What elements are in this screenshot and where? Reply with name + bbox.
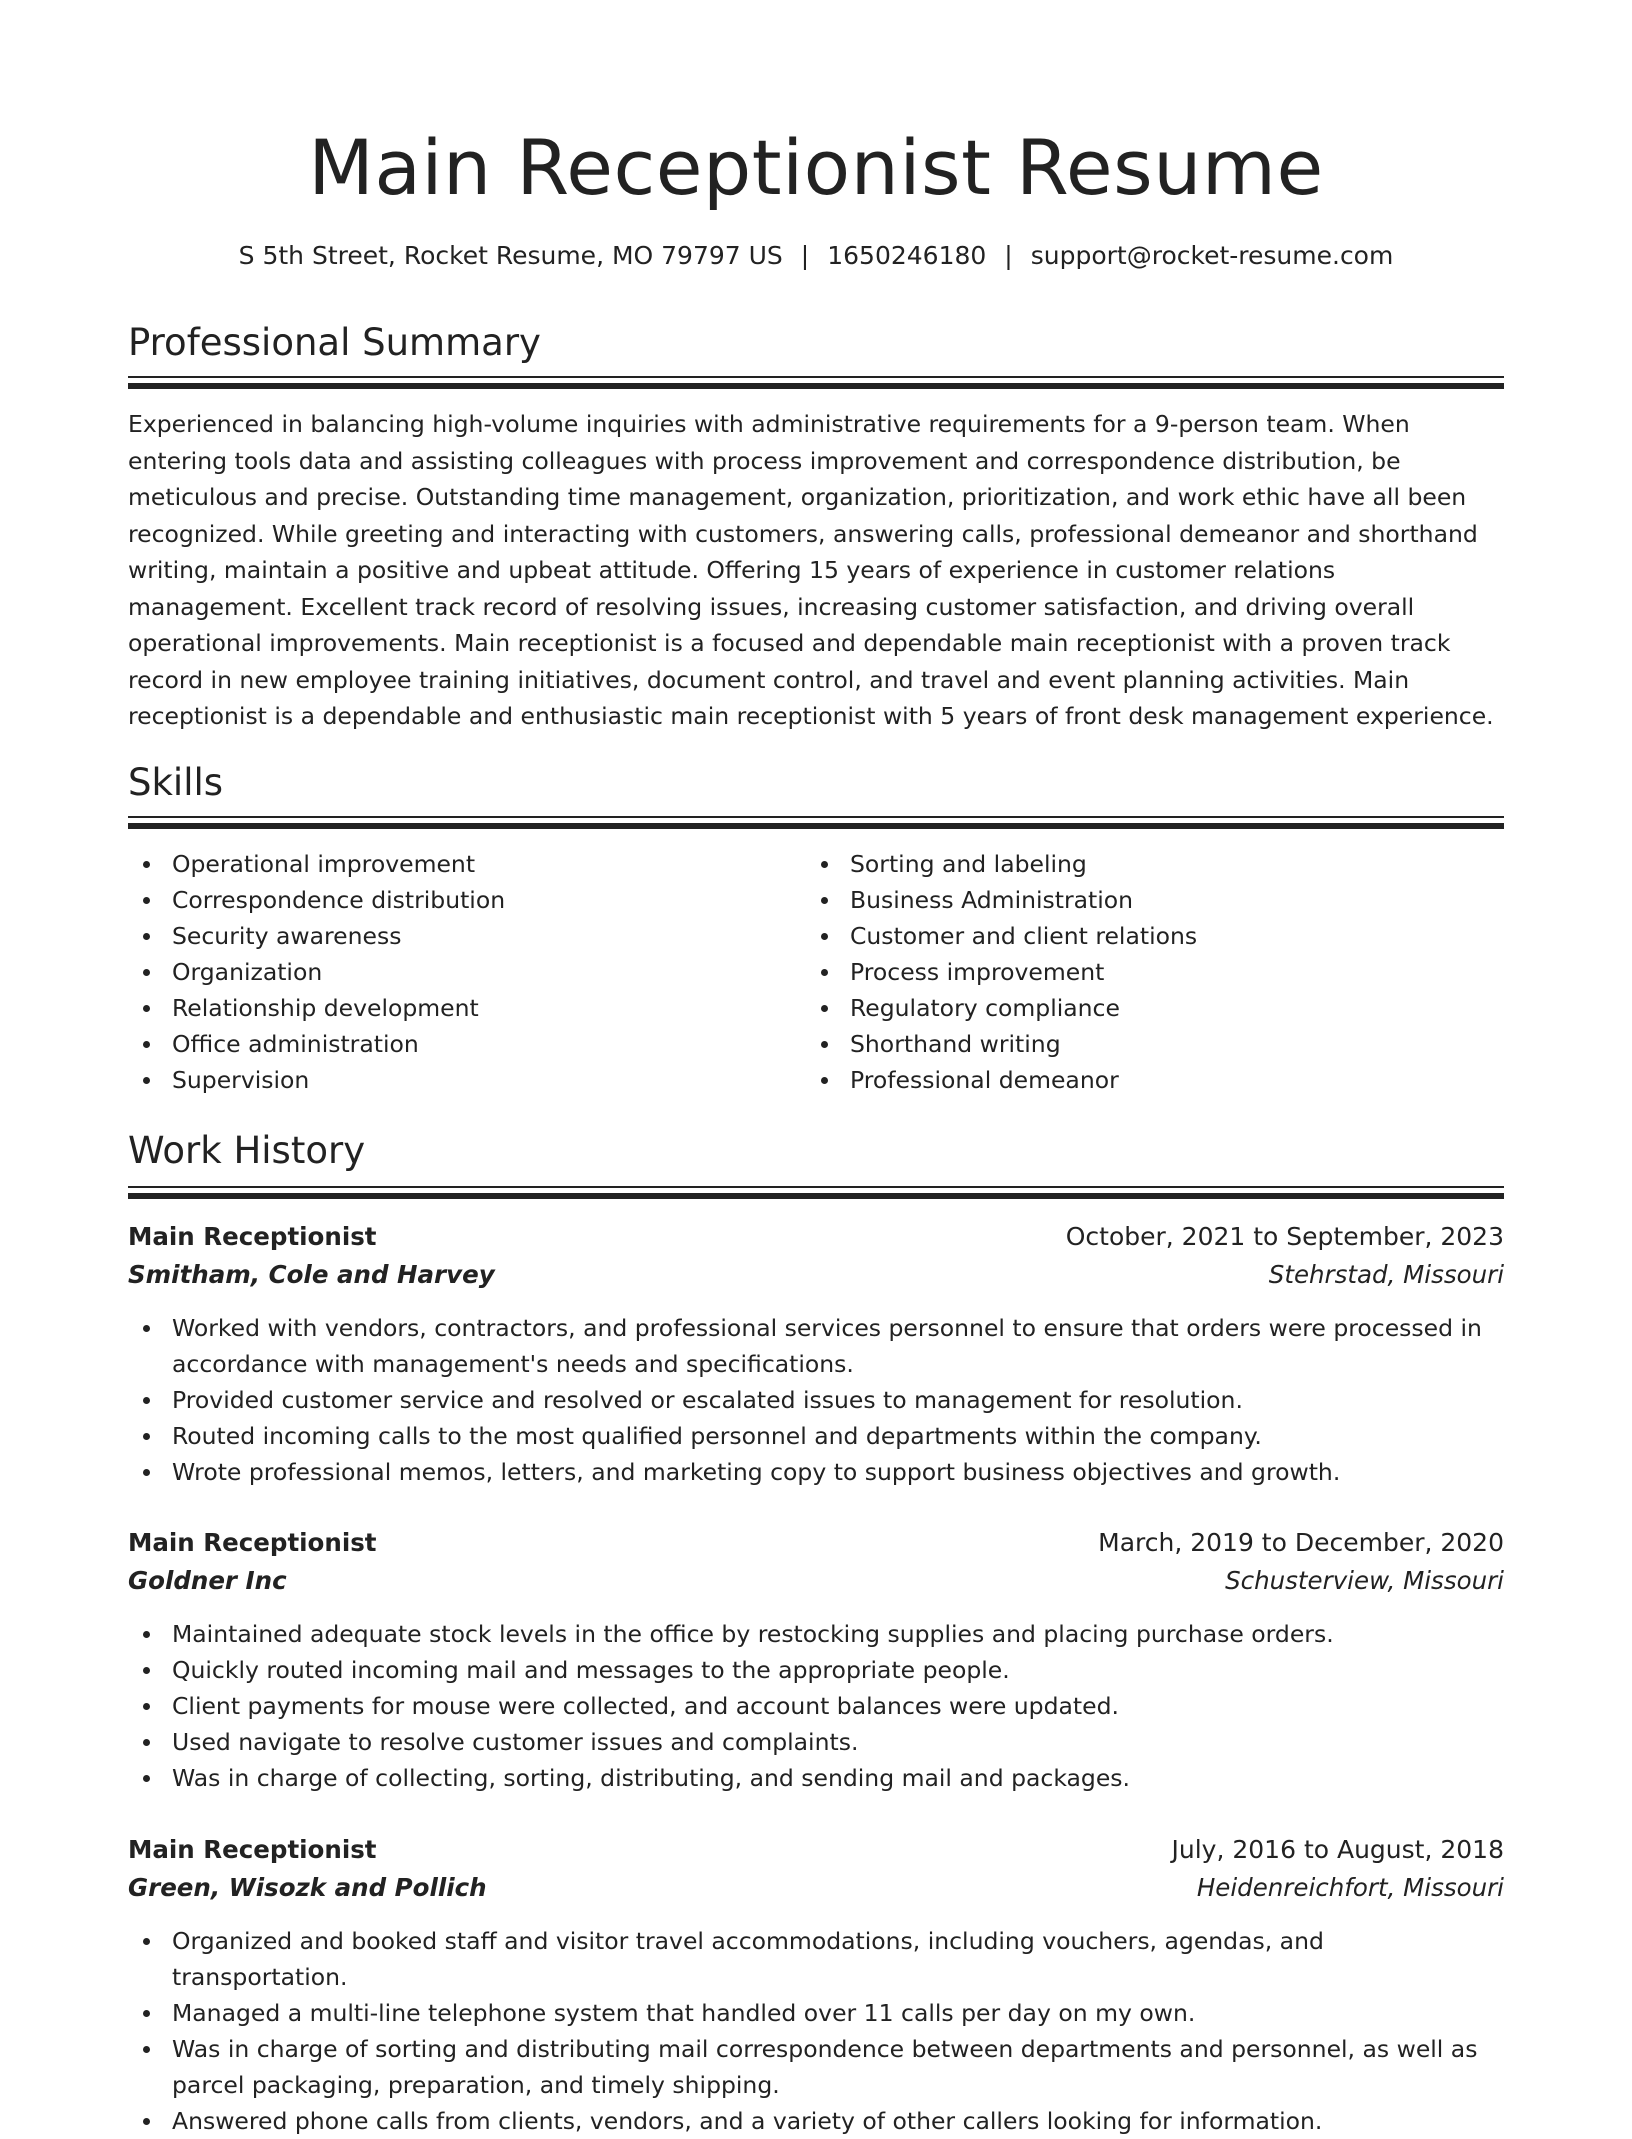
job-company: Goldner Inc — [128, 1566, 287, 1595]
skill-item: Process improvement — [806, 954, 1466, 990]
skill-item: Security awareness — [128, 918, 788, 954]
skill-item: Sorting and labeling — [806, 846, 1466, 882]
job-bullets — [128, 1310, 1504, 1490]
summary-divider — [128, 376, 1504, 390]
job-bullet: Was in charge of sorting and distributing mail correspondence between departments and personnel, as well as parcel packaging, preparation, and timely shipping. — [128, 2031, 1504, 2103]
skill-item: Correspondence distribution — [128, 882, 788, 918]
skills-heading: Skills — [128, 761, 224, 804]
page-title: Main Receptionist Resume — [308, 123, 1324, 212]
skill-item: Office administration — [128, 1026, 788, 1062]
skill-item: Professional demeanor — [806, 1062, 1466, 1098]
job-bullet: Routed incoming calls to the most qualified personnel and departments within the company. — [128, 1418, 1504, 1454]
job-entry — [128, 1831, 1504, 2139]
work-divider — [128, 1186, 1504, 1200]
skill-item: Supervision — [128, 1062, 788, 1098]
skill-item: Organization — [128, 954, 788, 990]
job-bullet: Organized and booked staff and visitor travel accommodations, including vouchers, agendas, and transportation. — [128, 1923, 1504, 1995]
job-title: Main Receptionist — [128, 1835, 377, 1864]
summary-text: Experienced in balancing high-volume inquiries with administrative requirements for a 9-person team. When entering tools data and assisting colleagues with process improvement and correspondence distribution, be meticulous and precise. Outstanding time management, organization, prioritization, and work ethic have all been recognized. While greeting and interacting with customers, answering calls, professional demeanor and shorthand writing, maintain a positive and upbeat attitude. Offering 15 years of experience in customer relations management. Excellent track record of resolving issues, increasing customer satisfaction, and driving overall operational improvements. Main receptionist is a focused and dependable main receptionist with a proven track record in new employee training initiatives, document control, and travel and event planning activities. Main receptionist is a dependable and enthusiastic main receptionist with 5 years of front desk management experience. — [128, 410, 1494, 730]
job-location: Heidenreichfort, Missouri — [1196, 1873, 1504, 1902]
skill-item: Customer and client relations — [806, 918, 1466, 954]
skill-item: Regulatory compliance — [806, 990, 1466, 1026]
skill-item: Business Administration — [806, 882, 1466, 918]
job-bullet: Wrote professional memos, letters, and marketing copy to support business objectives and growth. — [128, 1454, 1504, 1490]
contact-separator: | — [1004, 241, 1013, 270]
job-bullet: Managed a multi-line telephone system that handled over 11 calls per day on my own. — [128, 1995, 1504, 2031]
job-location: Stehrstad, Missouri — [1268, 1260, 1504, 1289]
job-entry — [128, 1218, 1504, 1490]
job-company: Green, Wisozk and Pollich — [128, 1873, 487, 1902]
job-bullets — [128, 1616, 1504, 1796]
contact-email: support@rocket-resume.com — [1030, 241, 1394, 270]
summary-heading: Professional Summary — [128, 321, 541, 364]
contact-line — [128, 238, 1504, 274]
job-location: Schusterview, Missouri — [1225, 1566, 1504, 1595]
skills-list-right — [806, 846, 1466, 1098]
job-entry — [128, 1524, 1504, 1796]
skill-item: Relationship development — [128, 990, 788, 1026]
contact-address: S 5th Street, Rocket Resume, MO 79797 US — [238, 241, 783, 270]
job-title: Main Receptionist — [128, 1222, 377, 1251]
job-bullet: Client payments for mouse were collected, and account balances were updated. — [128, 1688, 1504, 1724]
job-dates: July, 2016 to August, 2018 — [1171, 1835, 1504, 1864]
contact-phone: 1650246180 — [827, 241, 987, 270]
job-title: Main Receptionist — [128, 1528, 377, 1557]
job-bullet: Provided customer service and resolved or escalated issues to management for resolution. — [128, 1382, 1504, 1418]
job-company: Smitham, Cole and Harvey — [128, 1260, 495, 1289]
skills-divider — [128, 816, 1504, 830]
skill-item: Operational improvement — [128, 846, 788, 882]
job-bullet: Maintained adequate stock levels in the office by restocking supplies and placing purchase orders. — [128, 1616, 1504, 1652]
job-bullet: Was in charge of collecting, sorting, distributing, and sending mail and packages. — [128, 1760, 1504, 1796]
job-bullet: Answered phone calls from clients, vendors, and a variety of other callers looking for information. — [128, 2103, 1504, 2139]
job-dates: October, 2021 to September, 2023 — [1065, 1222, 1504, 1251]
job-bullet: Quickly routed incoming mail and messages to the appropriate people. — [128, 1652, 1504, 1688]
job-bullet: Worked with vendors, contractors, and professional services personnel to ensure that orders were processed in accordance with management's needs and specifications. — [128, 1310, 1504, 1382]
job-dates: March, 2019 to December, 2020 — [1098, 1528, 1504, 1557]
job-bullets — [128, 1923, 1504, 2139]
job-bullet: Used navigate to resolve customer issues and complaints. — [128, 1724, 1504, 1760]
skills-list-left — [128, 846, 788, 1098]
work-heading: Work History — [128, 1129, 366, 1172]
skill-item: Shorthand writing — [806, 1026, 1466, 1062]
contact-separator: | — [800, 241, 810, 270]
